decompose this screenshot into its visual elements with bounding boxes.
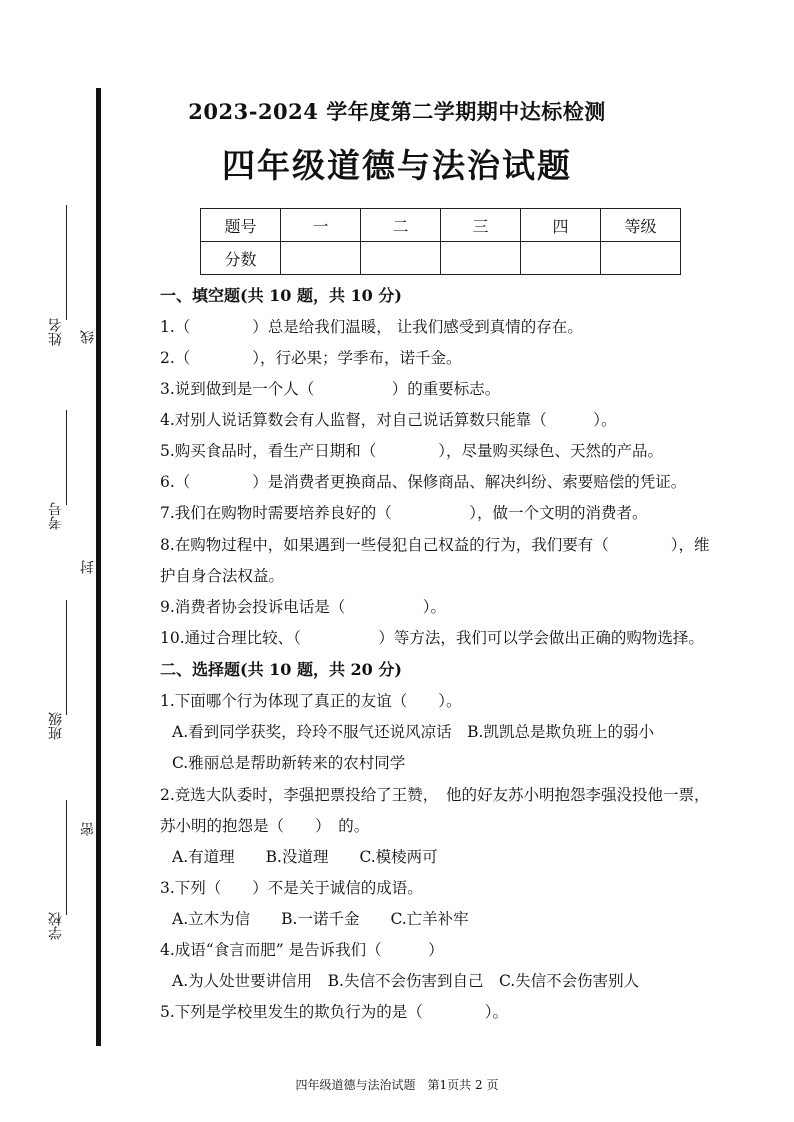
question-line: 10.通过合理比较、（ ）等方法，我们可以学会做出正确的购物选择。	[160, 629, 704, 647]
exam-subtitle: 2023-2024 学年度第二学期期中达标检测	[188, 99, 606, 124]
score-cell[interactable]	[441, 242, 521, 275]
option-line: A.看到同学获奖，玲玲不服气还说风凉话 B.凯凯总是欺负班上的弱小	[172, 723, 654, 741]
section2-heading: 二、选择题(共 10 题，共 20 分)	[160, 660, 402, 679]
binding-line	[96, 88, 101, 1046]
option-line: A.为人处世要讲信用 B.失信不会伤害到自己 C.失信不会伤害别人	[172, 972, 640, 990]
seal-secret-char: 密	[80, 822, 96, 836]
score-cell[interactable]	[361, 242, 441, 275]
name-underline	[66, 205, 67, 320]
option-line: C.雅丽总是帮助新转来的农村同学	[172, 754, 406, 772]
score-cell[interactable]	[521, 242, 601, 275]
question-line: 6.（ ）是消费者更换商品、保修商品、解决纠纷、索要赔偿的凭证。	[160, 473, 687, 491]
question-line: 5.下列是学校里发生的欺负行为的是（ ）。	[160, 1003, 509, 1021]
question-line: 4.对别人说话算数会有人监督，对自己说话算数只能靠（ ）。	[160, 411, 617, 429]
question-line: 1.（ ）总是给我们温暖， 让我们感受到真情的存在。	[160, 318, 583, 336]
class-label: 班级	[48, 712, 64, 740]
school-underline	[66, 800, 67, 915]
score-cell: 三	[441, 209, 521, 242]
seal-line-char: 线	[80, 330, 96, 344]
score-cell[interactable]	[281, 242, 361, 275]
score-cell: 等级	[601, 209, 681, 242]
exam-no-label: 考号	[48, 502, 64, 530]
exam-title: 四年级道德与法治试题	[222, 146, 572, 185]
question-line: 3.下列（ ）不是关于诚信的成语。	[160, 879, 423, 897]
question-line: 9.消费者协会投诉电话是（ ）。	[160, 598, 447, 616]
school-label: 学校	[48, 912, 64, 940]
score-cell: 二	[361, 209, 441, 242]
score-cell: 四	[521, 209, 601, 242]
question-line: 苏小明的抱怨是（ ） 的。	[160, 817, 370, 835]
score-cell: 一	[281, 209, 361, 242]
score-cell: 分数	[201, 242, 281, 275]
page-footer: 四年级道德与法治试题 第1页共 2 页	[295, 1078, 499, 1092]
class-underline	[66, 600, 67, 715]
score-table	[200, 208, 681, 275]
question-line: 5.购买食品时，看生产日期和（ ），尽量购买绿色、天然的产品。	[160, 442, 664, 460]
option-line: A.立木为信 B.一诺千金 C.亡羊补牢	[172, 910, 469, 928]
question-line: 4.成语“食言而肥” 是告诉我们（ ）	[160, 941, 444, 959]
question-line: 1.下面哪个行为体现了真正的友谊（ ）。	[160, 692, 462, 710]
question-line: 2.（ ），行必果；学季布，诺千金。	[160, 349, 462, 367]
score-table-header-row	[201, 209, 681, 242]
section1-heading: 一、填空题(共 10 题，共 10 分)	[160, 286, 402, 305]
question-line: 7.我们在购物时需要培养良好的（ ），做一个文明的消费者。	[160, 504, 648, 522]
score-table-score-row	[201, 242, 681, 275]
seal-seal-char: 封	[80, 560, 96, 574]
question-line: 2.竞选大队委时，李强把票投给了王赞， 他的好友苏小明抱怨李强没投他一票，	[160, 786, 710, 804]
question-line: 3.说到做到是一个人（ ）的重要标志。	[160, 380, 501, 398]
exam-no-underline	[66, 410, 67, 505]
question-line: 8.在购物过程中，如果遇到一些侵犯自己权益的行为，我们要有（ ），维	[160, 536, 710, 554]
score-cell: 题号	[201, 209, 281, 242]
score-cell[interactable]	[601, 242, 681, 275]
question-line: 护自身合法权益。	[160, 567, 285, 585]
option-line: A.有道理 B.没道理 C.模棱两可	[172, 848, 438, 866]
name-label: 姓名	[48, 318, 64, 346]
